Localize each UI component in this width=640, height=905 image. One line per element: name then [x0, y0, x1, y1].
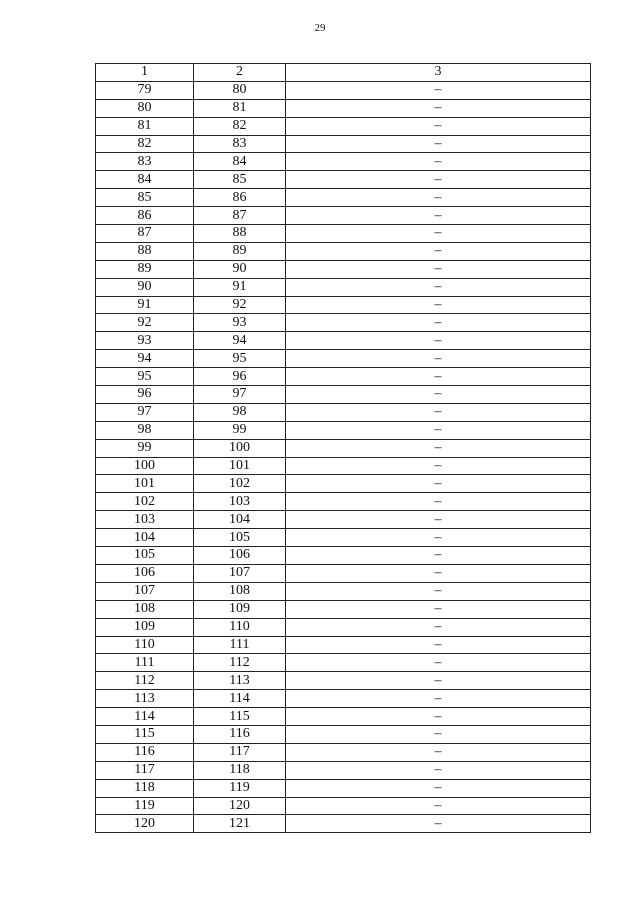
table-cell-col-3: –: [286, 725, 591, 743]
table-cell-col-2: 101: [194, 457, 286, 475]
table-row: [96, 743, 591, 761]
table-cell-col-3: –: [286, 207, 591, 225]
table-cell-col-2: 87: [194, 207, 286, 225]
table-cell-col-2: 105: [194, 529, 286, 547]
table-cell-col-1: 105: [96, 547, 194, 565]
table-cell-col-3: –: [286, 135, 591, 153]
table-cell-col-2: 107: [194, 564, 286, 582]
table-row: [96, 761, 591, 779]
table-cell-col-2: 121: [194, 815, 286, 833]
table-cell-col-1: 116: [96, 743, 194, 761]
table-header: [96, 64, 591, 82]
table-cell-col-3: –: [286, 117, 591, 135]
table-cell-col-1: 85: [96, 189, 194, 207]
table-cell-col-3: –: [286, 761, 591, 779]
table-cell-col-1: 112: [96, 672, 194, 690]
table-cell-col-3: –: [286, 171, 591, 189]
table-cell-col-1: 82: [96, 135, 194, 153]
table-cell-col-3: –: [286, 225, 591, 243]
table-row: [96, 153, 591, 171]
table-cell-col-1: 119: [96, 797, 194, 815]
table-cell-col-2: 85: [194, 171, 286, 189]
table-cell-col-1: 107: [96, 582, 194, 600]
data-table: [95, 63, 591, 833]
table-cell-col-2: 102: [194, 475, 286, 493]
table-cell-col-3: –: [286, 529, 591, 547]
table-row: [96, 690, 591, 708]
table-cell-col-3: –: [286, 690, 591, 708]
table-row: [96, 600, 591, 618]
table-cell-col-3: –: [286, 457, 591, 475]
table-cell-col-3: –: [286, 81, 591, 99]
table-cell-col-2: 115: [194, 708, 286, 726]
table-cell-col-3: –: [286, 350, 591, 368]
table-cell-col-1: 118: [96, 779, 194, 797]
table-row: [96, 618, 591, 636]
table-cell-col-3: –: [286, 618, 591, 636]
table-cell-col-3: –: [286, 672, 591, 690]
table-cell-col-1: 117: [96, 761, 194, 779]
table-cell-col-2: 92: [194, 296, 286, 314]
table-cell-col-1: 84: [96, 171, 194, 189]
table-cell-col-3: –: [286, 547, 591, 565]
table-cell-col-1: 109: [96, 618, 194, 636]
table-cell-col-3: –: [286, 779, 591, 797]
table-cell-col-2: 106: [194, 547, 286, 565]
table-cell-col-1: 88: [96, 242, 194, 260]
table-cell-col-2: 91: [194, 278, 286, 296]
table-row: [96, 403, 591, 421]
table-cell-col-2: 88: [194, 225, 286, 243]
table-cell-col-3: –: [286, 797, 591, 815]
table-row: [96, 225, 591, 243]
table-body: [96, 81, 591, 832]
table-row: [96, 99, 591, 117]
table-row: [96, 725, 591, 743]
table-cell-col-3: –: [286, 368, 591, 386]
table-cell-col-1: 94: [96, 350, 194, 368]
table-cell-col-2: 116: [194, 725, 286, 743]
table-cell-col-1: 93: [96, 332, 194, 350]
table-cell-col-1: 111: [96, 654, 194, 672]
table-cell-col-2: 117: [194, 743, 286, 761]
table-cell-col-3: –: [286, 600, 591, 618]
column-header-3: 3: [286, 64, 591, 82]
table-cell-col-2: 109: [194, 600, 286, 618]
table-cell-col-2: 100: [194, 439, 286, 457]
table-row: [96, 654, 591, 672]
table-row: [96, 636, 591, 654]
column-header-1: 1: [96, 64, 194, 82]
table-cell-col-2: 95: [194, 350, 286, 368]
table-cell-col-3: –: [286, 242, 591, 260]
table-row: [96, 511, 591, 529]
table-cell-col-1: 104: [96, 529, 194, 547]
table-cell-col-1: 79: [96, 81, 194, 99]
table-cell-col-3: –: [286, 815, 591, 833]
table-cell-col-3: –: [286, 278, 591, 296]
table-cell-col-2: 83: [194, 135, 286, 153]
table-row: [96, 350, 591, 368]
table-cell-col-2: 113: [194, 672, 286, 690]
table-row: [96, 815, 591, 833]
table-cell-col-2: 97: [194, 386, 286, 404]
table-row: [96, 779, 591, 797]
table-cell-col-1: 103: [96, 511, 194, 529]
table-cell-col-1: 110: [96, 636, 194, 654]
table-row: [96, 278, 591, 296]
table-cell-col-1: 98: [96, 421, 194, 439]
table-row: [96, 493, 591, 511]
table-cell-col-2: 104: [194, 511, 286, 529]
header-row: [96, 64, 591, 82]
table-row: [96, 296, 591, 314]
table-cell-col-2: 118: [194, 761, 286, 779]
table-row: [96, 207, 591, 225]
table-cell-col-1: 83: [96, 153, 194, 171]
table-row: [96, 386, 591, 404]
table-cell-col-3: –: [286, 439, 591, 457]
table-cell-col-1: 113: [96, 690, 194, 708]
table-cell-col-3: –: [286, 511, 591, 529]
table-cell-col-1: 81: [96, 117, 194, 135]
table-row: [96, 457, 591, 475]
table-cell-col-3: –: [286, 296, 591, 314]
table-cell-col-3: –: [286, 386, 591, 404]
table-cell-col-2: 80: [194, 81, 286, 99]
table-cell-col-3: –: [286, 314, 591, 332]
table-cell-col-1: 101: [96, 475, 194, 493]
table-cell-col-3: –: [286, 153, 591, 171]
table-row: [96, 189, 591, 207]
table-cell-col-1: 108: [96, 600, 194, 618]
table-cell-col-2: 96: [194, 368, 286, 386]
table-cell-col-1: 91: [96, 296, 194, 314]
table-cell-col-1: 92: [96, 314, 194, 332]
table-cell-col-2: 108: [194, 582, 286, 600]
table-cell-col-3: –: [286, 493, 591, 511]
table-cell-col-1: 90: [96, 278, 194, 296]
table-cell-col-2: 110: [194, 618, 286, 636]
table-cell-col-2: 99: [194, 421, 286, 439]
table-cell-col-2: 119: [194, 779, 286, 797]
table-cell-col-2: 89: [194, 242, 286, 260]
table-cell-col-1: 95: [96, 368, 194, 386]
table-cell-col-3: –: [286, 475, 591, 493]
table-cell-col-3: –: [286, 708, 591, 726]
table-cell-col-3: –: [286, 403, 591, 421]
table-row: [96, 582, 591, 600]
table-row: [96, 672, 591, 690]
table-cell-col-1: 96: [96, 386, 194, 404]
table-cell-col-3: –: [286, 99, 591, 117]
table-row: [96, 564, 591, 582]
table-row: [96, 708, 591, 726]
table-row: [96, 368, 591, 386]
table-cell-col-2: 103: [194, 493, 286, 511]
table-cell-col-1: 86: [96, 207, 194, 225]
table-cell-col-3: –: [286, 654, 591, 672]
table-row: [96, 260, 591, 278]
table-row: [96, 797, 591, 815]
table-cell-col-1: 114: [96, 708, 194, 726]
table-cell-col-1: 80: [96, 99, 194, 117]
table-row: [96, 547, 591, 565]
table-cell-col-3: –: [286, 582, 591, 600]
table-cell-col-2: 82: [194, 117, 286, 135]
table-cell-col-2: 93: [194, 314, 286, 332]
table-cell-col-2: 86: [194, 189, 286, 207]
table-row: [96, 171, 591, 189]
table-cell-col-3: –: [286, 636, 591, 654]
table-cell-col-2: 114: [194, 690, 286, 708]
table-cell-col-1: 120: [96, 815, 194, 833]
table-cell-col-3: –: [286, 743, 591, 761]
table-cell-col-1: 87: [96, 225, 194, 243]
table-cell-col-2: 120: [194, 797, 286, 815]
table-cell-col-1: 97: [96, 403, 194, 421]
table-cell-col-3: –: [286, 564, 591, 582]
table-cell-col-1: 106: [96, 564, 194, 582]
table-row: [96, 529, 591, 547]
table-row: [96, 475, 591, 493]
table-cell-col-1: 102: [96, 493, 194, 511]
table-cell-col-3: –: [286, 260, 591, 278]
table-cell-col-2: 112: [194, 654, 286, 672]
table-row: [96, 439, 591, 457]
table-row: [96, 135, 591, 153]
table-cell-col-1: 89: [96, 260, 194, 278]
table-row: [96, 421, 591, 439]
table-row: [96, 242, 591, 260]
table-cell-col-2: 94: [194, 332, 286, 350]
table-cell-col-3: –: [286, 189, 591, 207]
table-row: [96, 81, 591, 99]
page-number: 29: [314, 22, 326, 34]
table-cell-col-2: 81: [194, 99, 286, 117]
table-cell-col-1: 100: [96, 457, 194, 475]
table-row: [96, 332, 591, 350]
table-cell-col-2: 84: [194, 153, 286, 171]
column-header-2: 2: [194, 64, 286, 82]
table-cell-col-1: 99: [96, 439, 194, 457]
table-row: [96, 314, 591, 332]
table-cell-col-1: 115: [96, 725, 194, 743]
table-cell-col-3: –: [286, 332, 591, 350]
table-row: [96, 117, 591, 135]
table-cell-col-2: 98: [194, 403, 286, 421]
table-cell-col-2: 111: [194, 636, 286, 654]
table-cell-col-2: 90: [194, 260, 286, 278]
table-cell-col-3: –: [286, 421, 591, 439]
